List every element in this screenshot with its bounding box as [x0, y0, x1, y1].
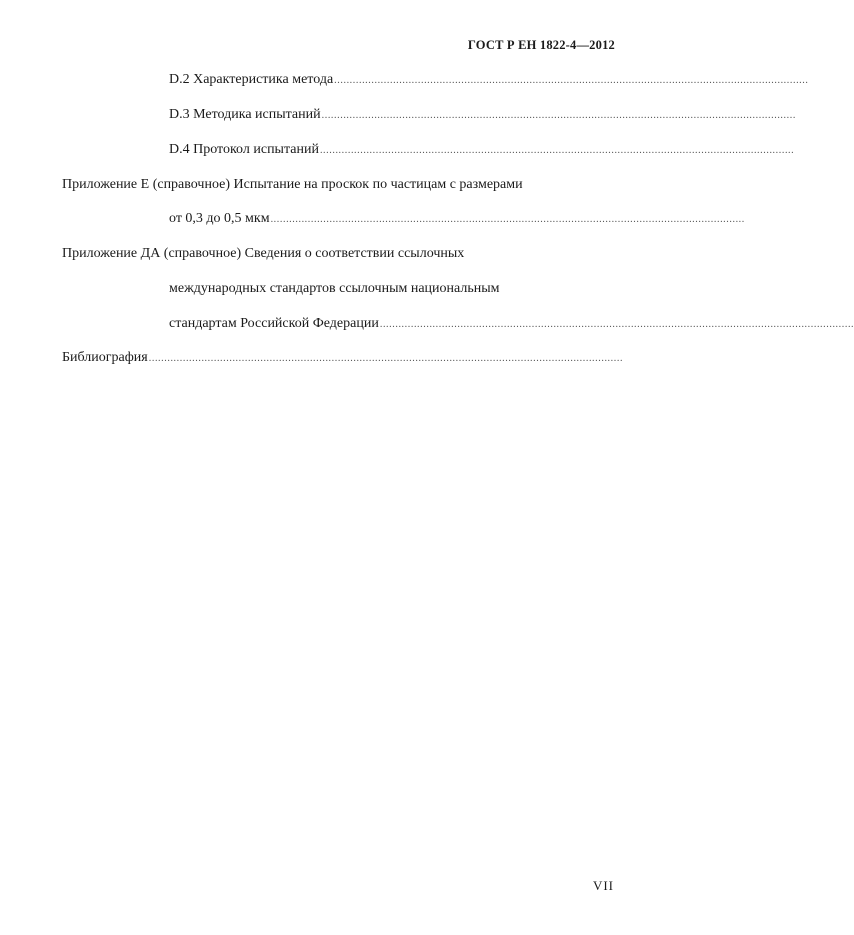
toc-entry-bibliography[interactable]	[62, 350, 624, 367]
dot-leader: .........................................................................................................................................................	[270, 214, 745, 225]
toc-entry-text: D.2 Характеристика метода	[169, 72, 334, 87]
toc-entry-text: D.4 Протокол испытаний	[169, 142, 319, 157]
toc-entry-appendix-da-cont1[interactable]	[169, 281, 614, 297]
toc-entry-text: международных стандартов ссылочным национальным	[169, 281, 500, 296]
toc-entry-text: Приложение ДА (справочное) Сведения о соответствии ссылочных	[62, 246, 465, 261]
toc-entry-text: D.3 Методика испытаний	[169, 107, 321, 122]
dot-leader: .........................................................................................................................................................	[319, 145, 795, 156]
toc-entry-text: от 0,3 до 0,5 мкм	[169, 211, 270, 226]
toc-entry-d3[interactable]	[169, 107, 796, 124]
toc-entry-appendix-da-cont2[interactable]	[169, 316, 854, 333]
dot-leader: .........................................................................................................................................................	[321, 110, 796, 121]
document-code-header: ГОСТ Р ЕН 1822-4—2012	[467, 38, 615, 52]
toc-entry-appendix-e-title[interactable]	[62, 177, 614, 193]
toc-entry-appendix-da-title[interactable]	[62, 246, 614, 262]
toc-entry-text: стандартам Российской Федерации	[169, 316, 379, 331]
toc-entry-text: Библиография	[62, 350, 148, 365]
page-number: VII	[592, 878, 614, 893]
toc-entry-appendix-e-cont[interactable]	[169, 211, 745, 228]
dot-leader: .........................................................................................................................................................	[148, 353, 624, 364]
dot-leader: .........................................................................................................................................................	[379, 319, 854, 330]
dot-leader: .........................................................................................................................................................	[334, 75, 809, 86]
toc-entry-text: Приложение Е (справочное) Испытание на проскок по частицам с размерами	[62, 177, 523, 192]
toc-entry-d2[interactable]	[169, 72, 809, 89]
toc-entry-d4[interactable]	[169, 142, 795, 159]
